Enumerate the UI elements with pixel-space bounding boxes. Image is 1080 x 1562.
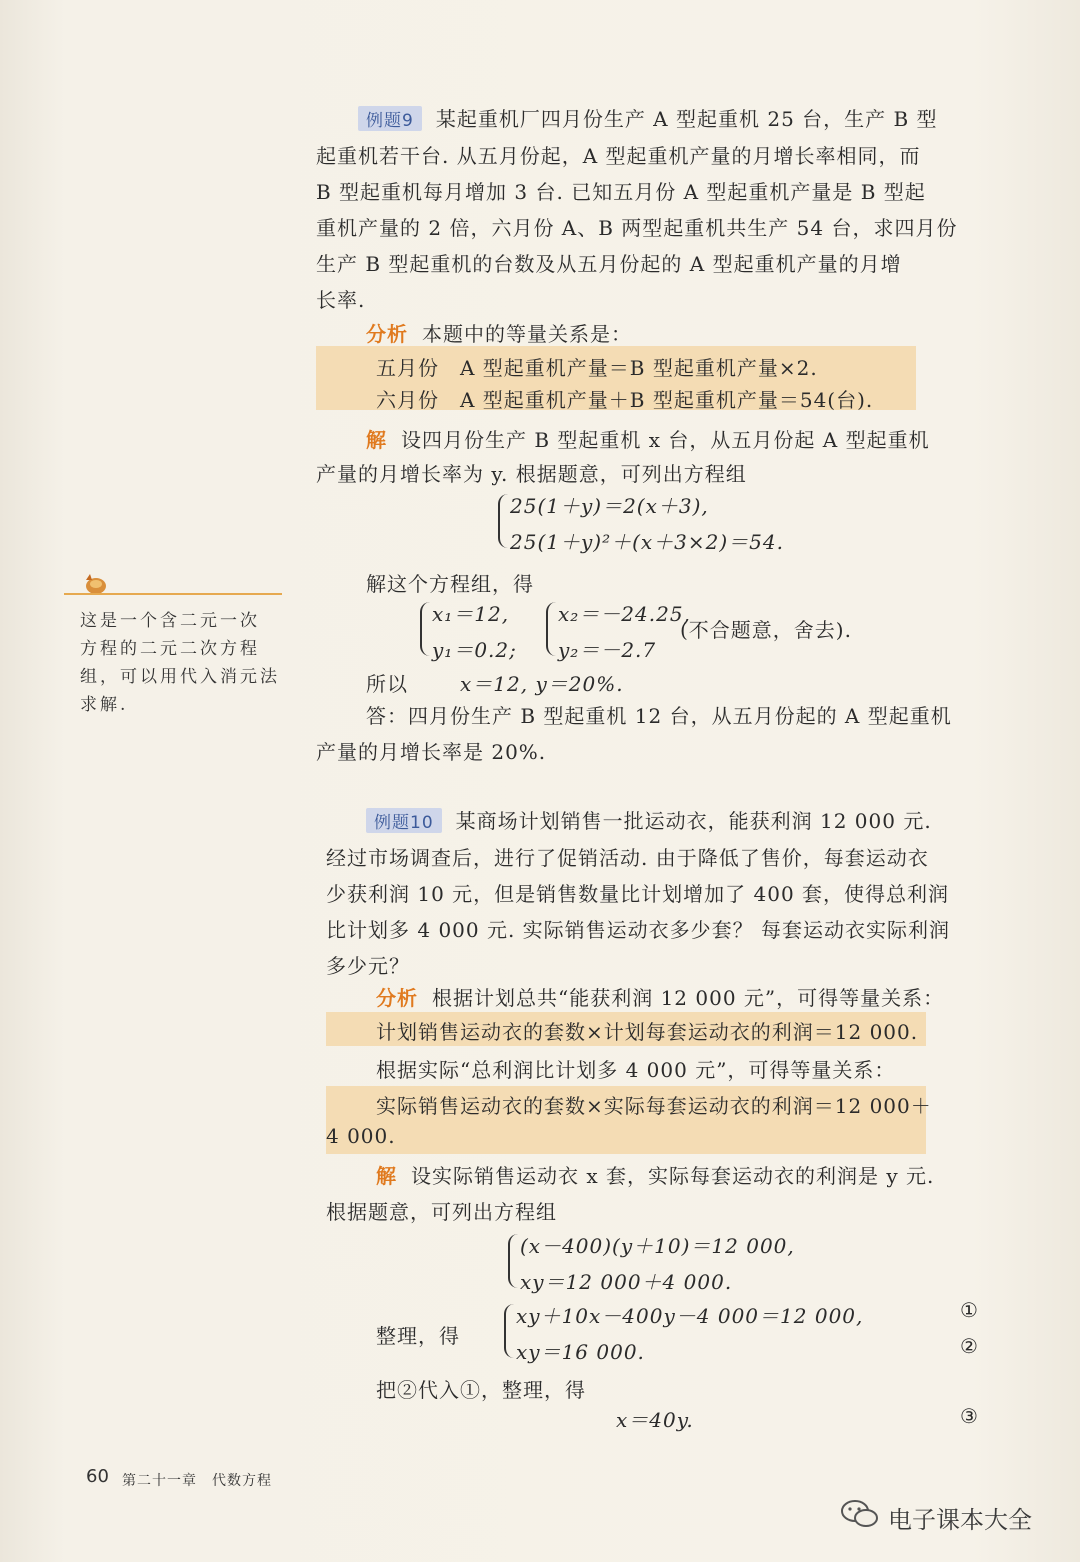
equation-brace-3 <box>504 1304 516 1358</box>
example10-eq3: xy＋10x－400y－4 000＝12 000, <box>516 1304 864 1328</box>
page-number: 60 <box>86 1466 109 1487</box>
example9-answer1: 答：四月份生产 B 型起重机 12 台，从五月份起的 A 型起重机 <box>366 704 952 728</box>
example9-line-2: B 型起重机每月增加 3 台. 已知五月份 A 型起重机产量是 B 型起 <box>316 180 926 204</box>
equation-mark-2: ② <box>960 1334 978 1358</box>
example10-relation2b: 4 000. <box>326 1124 396 1148</box>
example9-so-value: x＝12, y＝20%. <box>460 672 624 696</box>
example10-sub-text: 把②代入①，整理，得 <box>376 1378 586 1402</box>
equation-mark-3: ③ <box>960 1404 978 1428</box>
sidebar-line-1: 方程的二元二次方程 <box>80 639 260 659</box>
example9-line-1: 起重机若干台. 从五月份起，A 型起重机产量的月增长率相同，而 <box>316 144 921 168</box>
example10-solution-line2: 根据题意，可列出方程组 <box>326 1200 557 1224</box>
example9-line-4: 生产 B 型起重机的台数及从五月份起的 A 型起重机产量的月增 <box>316 252 902 276</box>
analysis-label: 分析 <box>366 322 408 346</box>
example10-relation1: 计划销售运动衣的套数×计划每套运动衣的利润＝12 000. <box>376 1020 919 1044</box>
example9-tag: 例题9 <box>358 106 422 131</box>
sidebar-line-0: 这是一个含二元一次 <box>80 611 260 631</box>
example9-sol-a1: x₁＝12, <box>432 602 510 626</box>
solution-label-2: 解 <box>376 1164 397 1188</box>
example9-answer2: 产量的月增长率是 20%. <box>316 740 547 764</box>
example9-line-5: 长率. <box>316 288 366 312</box>
sidebar-line-2: 组，可以用代入消元法 <box>80 667 280 687</box>
example9-eq2: 25(1＋y)²＋(x＋3×2)＝54. <box>510 530 784 554</box>
example10-eq2: xy＝12 000＋4 000. <box>520 1270 733 1294</box>
example9-line-0: 例题9 某起重机厂四月份生产 A 型起重机 25 台，生产 B 型 <box>358 103 938 132</box>
example9-eq1: 25(1＋y)＝2(x＋3), <box>510 494 709 518</box>
example10-line-2: 少获利润 10 元，但是销售数量比计划增加了 400 套，使得总利润 <box>326 882 950 906</box>
example9-solve-text: 解这个方程组，得 <box>366 572 534 596</box>
solution-brace-a <box>420 602 432 656</box>
example10-tag: 例题10 <box>366 808 442 833</box>
example9-so-label: 所以 <box>366 672 408 696</box>
example9-sol-b2: y₂＝－2.7 <box>558 638 657 662</box>
example9-reject: (不合题意，舍去). <box>680 618 852 642</box>
example10-eq4: xy＝16 000. <box>516 1340 645 1364</box>
example10-line-1: 经过市场调查后，进行了促销活动. 由于降低了售价，每套运动衣 <box>326 846 929 870</box>
example10-arrange-text: 整理，得 <box>376 1324 460 1348</box>
chapter-title: 第二十一章 代数方程 <box>122 1473 272 1489</box>
equation-mark-1: ① <box>960 1298 978 1322</box>
example10-eq1: (x－400)(y＋10)＝12 000, <box>520 1234 795 1258</box>
solution-label: 解 <box>366 428 387 452</box>
example10-line-4: 多少元？ <box>326 954 410 978</box>
sidebar-line-3: 求解. <box>80 695 129 715</box>
equation-brace <box>498 494 510 548</box>
example10-mid-text: 根据实际“总利润比计划多 4 000 元”，可得等量关系： <box>376 1058 896 1082</box>
example10-analysis: 分析 根据计划总共“能获利润 12 000 元”，可得等量关系： <box>376 986 945 1010</box>
example9-analysis: 分析 本题中的等量关系是： <box>366 322 632 346</box>
equation-brace-2 <box>508 1234 520 1288</box>
solution-brace-b <box>546 602 558 656</box>
example10-line-3: 比计划多 4 000 元. 实际销售运动衣多少套？ 每套运动衣实际利润 <box>326 918 951 942</box>
example9-sol-a2: y₁＝0.2; <box>432 638 517 662</box>
example9-relation1: 五月份 A 型起重机产量＝B 型起重机产量×2. <box>376 356 818 380</box>
analysis-label-2: 分析 <box>376 986 418 1010</box>
example10-line-0: 例题10 某商场计划销售一批运动衣，能获利润 12 000 元. <box>366 805 932 834</box>
example9-solution-line2: 产量的月增长率为 y. 根据题意，可列出方程组 <box>316 462 747 486</box>
example10-relation2a: 实际销售运动衣的套数×实际每套运动衣的利润＝12 000＋ <box>376 1094 932 1118</box>
example9-line-3: 重机产量的 2 倍，六月份 A、B 两型起重机共生产 54 台，求四月份 <box>316 216 958 240</box>
example9-relation2: 六月份 A 型起重机产量＋B 型起重机产量＝54(台). <box>376 388 874 412</box>
example10-eq5: x＝40y. <box>616 1408 694 1432</box>
example10-solution: 解 设实际销售运动衣 x 套，实际每套运动衣的利润是 y 元. <box>376 1164 935 1188</box>
example9-solution: 解 设四月份生产 B 型起重机 x 台，从五月份起 A 型起重机 <box>366 428 930 452</box>
wechat-icon <box>840 1498 880 1530</box>
example9-sol-b1: x₂＝－24.25, <box>558 602 691 626</box>
watermark-text: 电子课本大全 <box>888 1506 1032 1534</box>
